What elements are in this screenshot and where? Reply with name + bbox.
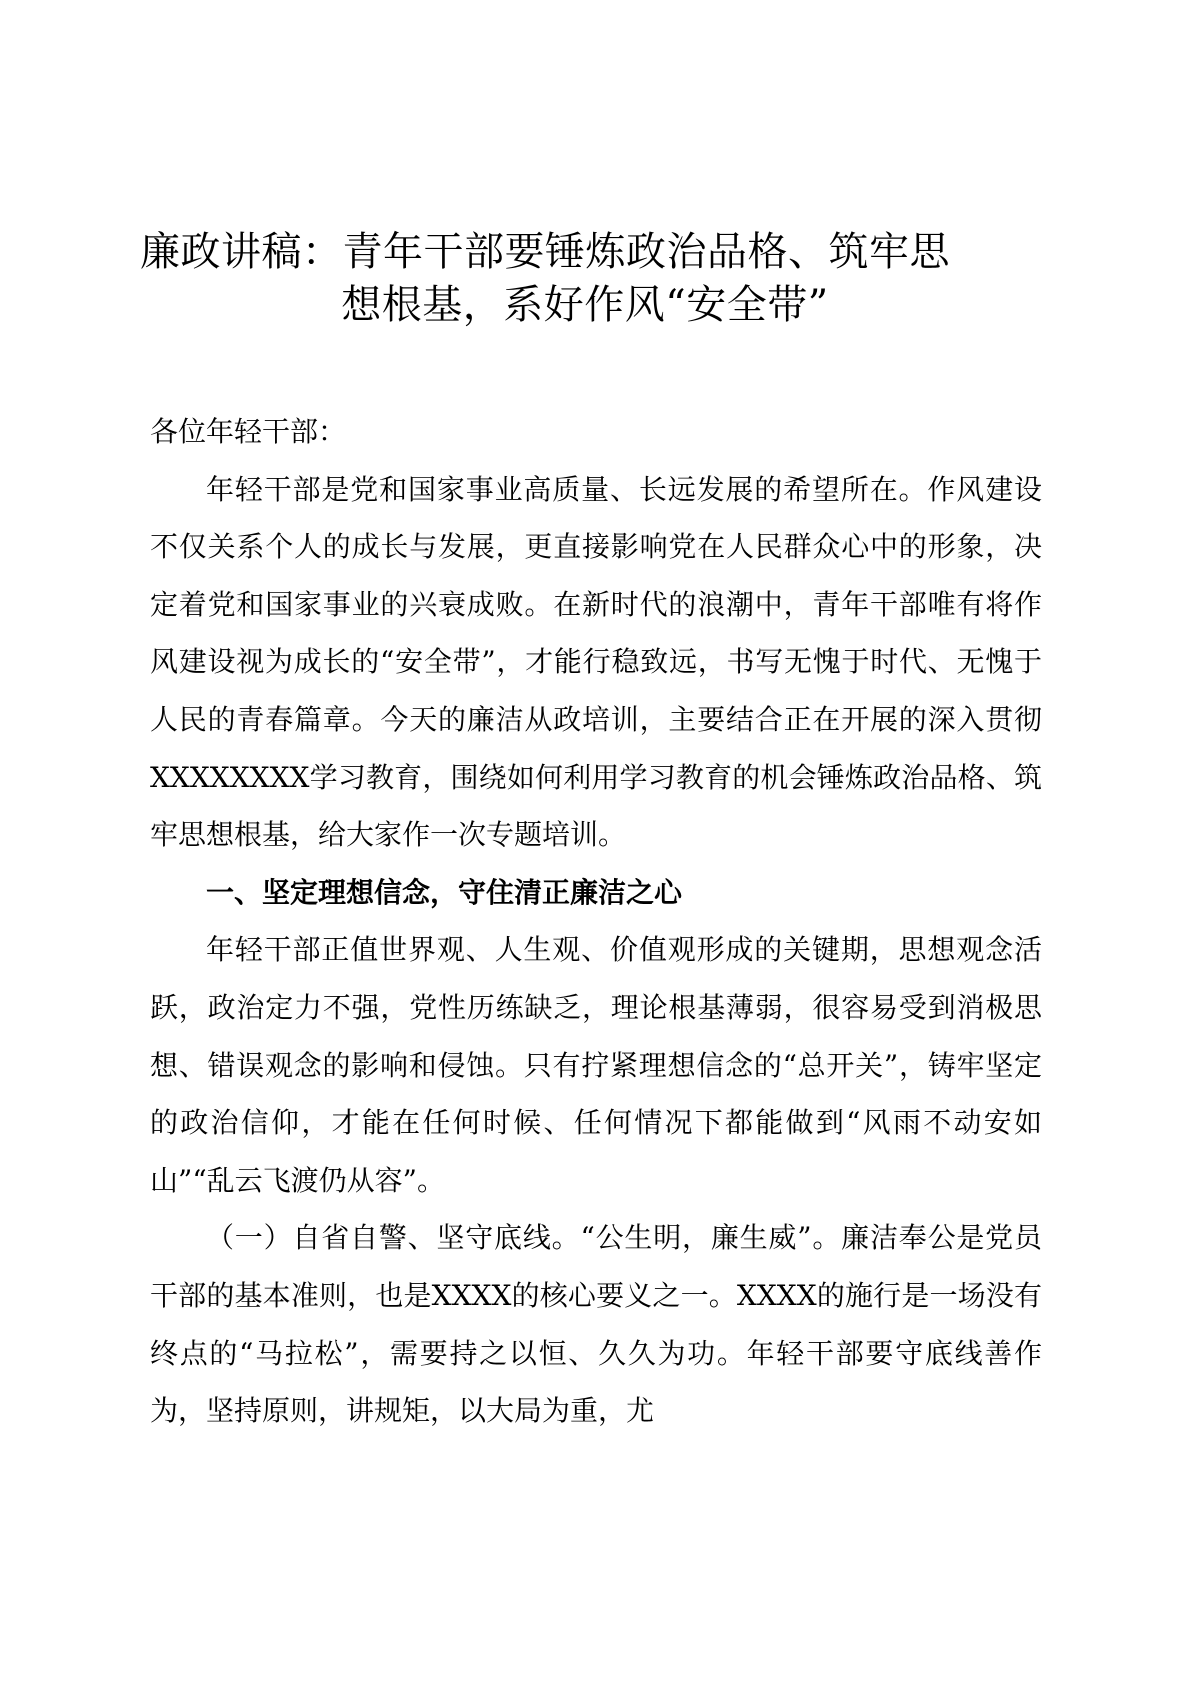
document-title — [140, 226, 1030, 332]
title-line-1: 廉政讲稿：青年干部要锤炼政治品格、筑牢思 — [140, 229, 950, 275]
document-body — [150, 403, 1042, 1440]
title-line-2: 想根基，系好作风“安全带” — [341, 282, 829, 328]
body-paragraph-1: 年轻干部是党和国家事业高质量、长远发展的希望所在。作风建设不仅关系个人的成长与发展，更直接影响党在人民群众心中的形象，决定着党和国家事业的兴衰成败。在新时代的浪潮中，青年干部唯有将作风建设视为成长的“安全带”，才能行稳致远，书写无愧于时代、无愧于人民的青春篇章。今天的廉洁从政培训，主要结合正在开展的深入贯彻XXXXXXXX学习教育，围绕如何利用学习教育的机会锤炼政治品格、筑牢思想根基，给大家作一次专题培训。 — [150, 472, 1042, 852]
salutation: 各位年轻干部： — [150, 415, 347, 448]
body-paragraph-3: （一）自省自警、坚守底线。“公生明，廉生威”。廉洁奉公是党员干部的基本准则，也是XXXX的核心要义之一。XXXX的施行是一场没有终点的“马拉松”，需要持之以恒、久久为功。年轻干部要守底线善作为，坚持原则，讲规矩，以大局为重，尤 — [150, 1221, 1042, 1428]
body-paragraph-2: 年轻干部正值世界观、人生观、价值观形成的关键期，思想观念活跃，政治定力不强，党性历练缺乏，理论根基薄弱，很容易受到消极思想、错误观念的影响和侵蚀。只有拧紧理想信念的“总开关”，铸牢坚定的政治信仰，才能在任何时候、任何情况下都能做到“风雨不动安如山”“乱云飞渡仍从容”。 — [150, 933, 1042, 1197]
section-heading-1: 一、坚定理想信念，守住清正廉洁之心 — [206, 875, 683, 909]
